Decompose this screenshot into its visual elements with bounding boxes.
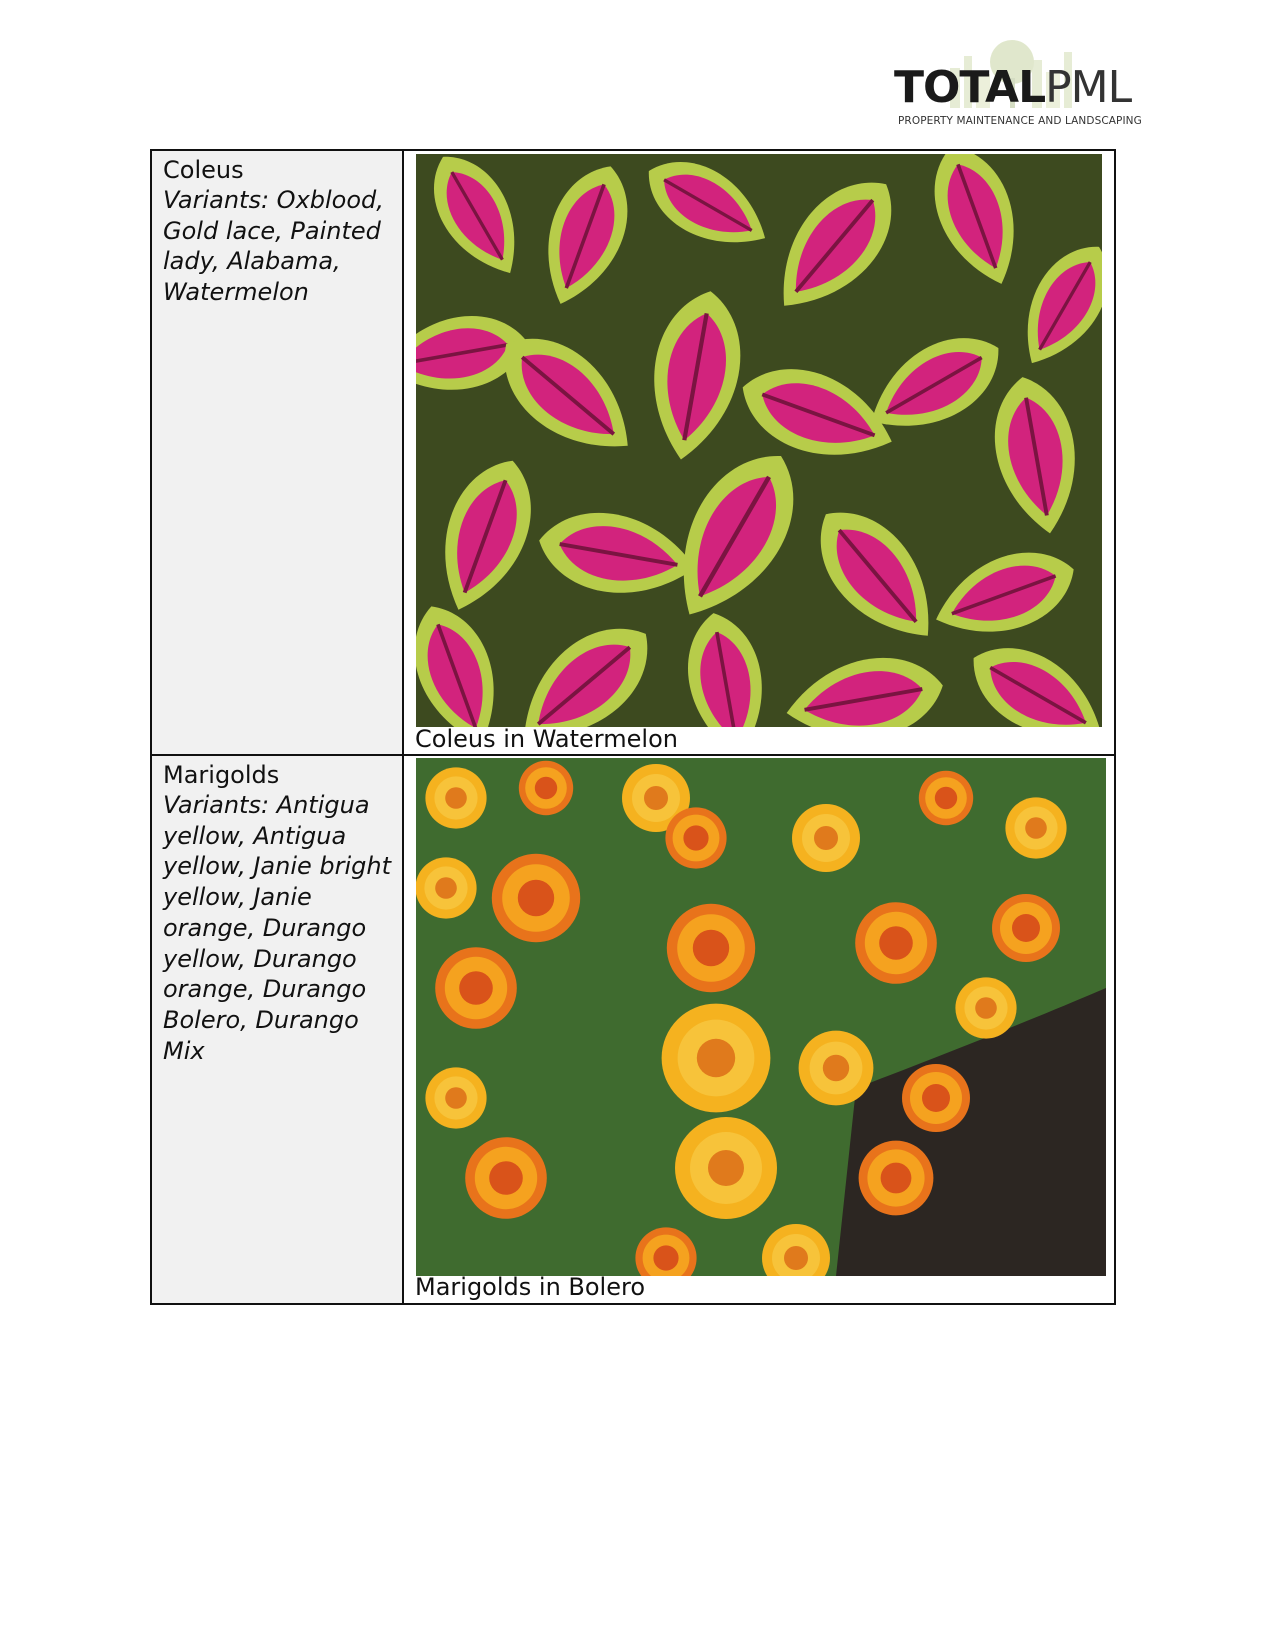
table-row (152, 151, 1114, 756)
coleus-leaves-photo (416, 154, 1102, 727)
plant-table (150, 149, 1116, 1305)
marigold-flowers-photo (416, 758, 1106, 1276)
company-logo (880, 38, 1142, 130)
plant-variants: Variants: Antigua yellow, Antigua yellow, Janie bright yellow, Janie orange, Durango yellow, Durango orange, Durango Bolero, Durango Mix (163, 791, 392, 1065)
plant-name: Coleus (163, 156, 244, 184)
plant-description-cell (152, 151, 404, 754)
logo-wordmark: TOTALPML (894, 62, 1132, 113)
plant-variants: Variants: Oxblood, Gold lace, Painted lady, Alabama, Watermelon (163, 186, 384, 307)
photo-caption: Coleus in Watermelon (415, 725, 678, 753)
plant-photo-cell (404, 756, 1114, 1303)
table-row (152, 756, 1114, 1303)
plant-photo-cell (404, 151, 1114, 754)
logo-tagline: PROPERTY MAINTENANCE AND LANDSCAPING (898, 115, 1142, 127)
plant-name: Marigolds (163, 761, 280, 789)
plant-description-cell (152, 756, 404, 1303)
photo-caption: Marigolds in Bolero (415, 1273, 646, 1301)
